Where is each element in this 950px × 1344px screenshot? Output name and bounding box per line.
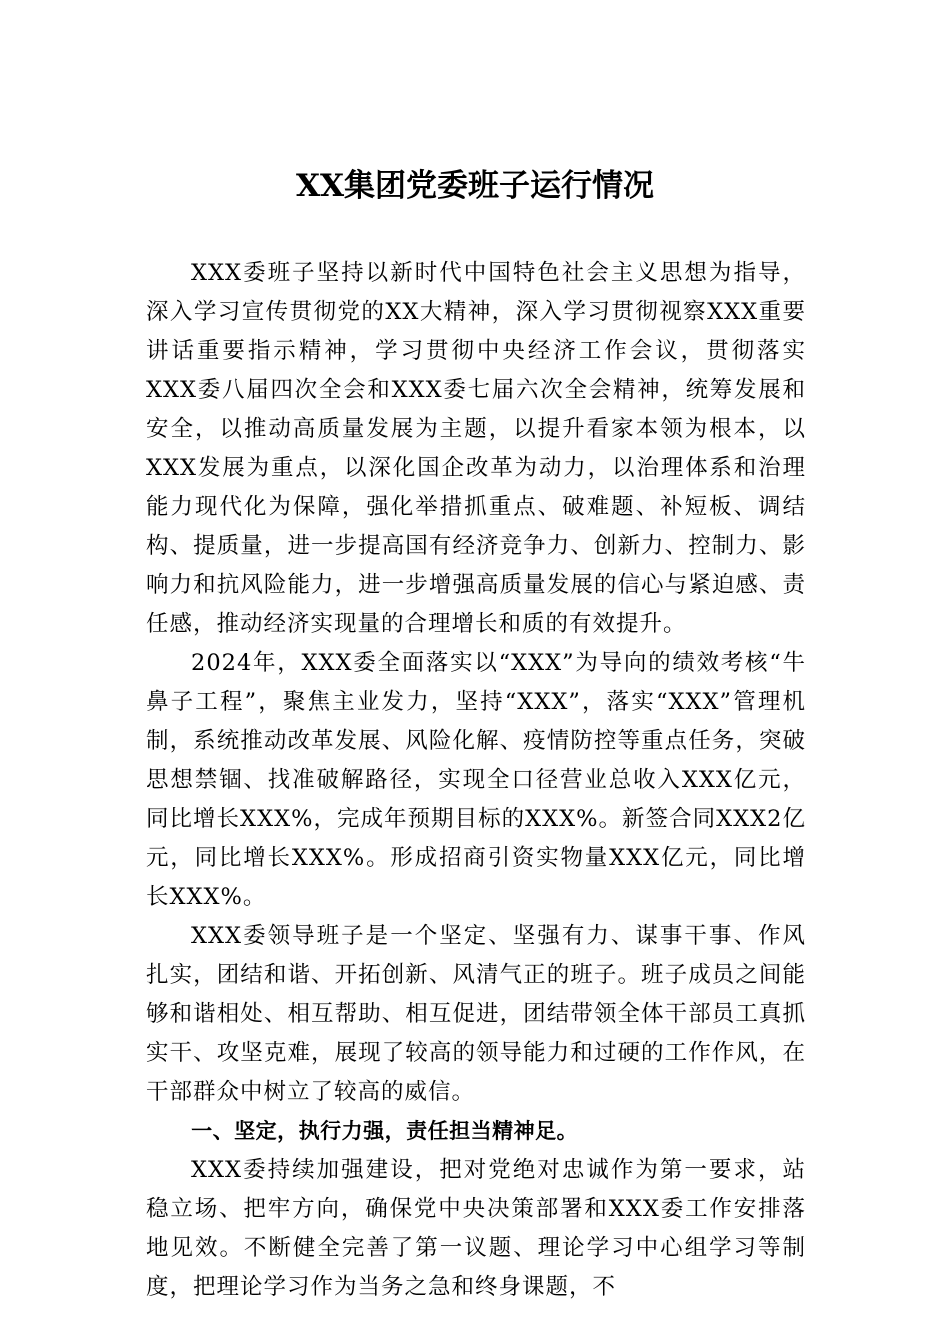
paragraph-performance: 2024年，XXX委全面落实以“XXX”为导向的绩效考核“牛鼻子工程”，聚焦主业发力，坚持“XXX”，落实“XXX”管理机制，系统推动改革发展、风险化解、疫情防控等重点任务，突破思想禁锢、找准破解路径，实现全口径营业总收入XXX亿元，同比增长XXX%，完成年预期目标的XXX%。新签合同XXX2亿元，同比增长XXX%。形成招商引资实物量XXX亿元，同比增长XXX%。 (146, 650, 806, 910)
paragraph-leadership: XXX委领导班子是一个坚定、坚强有力、谋事干事、作风扎实，团结和谐、开拓创新、风清气正的班子。班子成员之间能够和谐相处、相互帮助、相互促进，团结带领全体干部员工真抓实干、攻坚克难，展现了较高的领导能力和过硬的工作作风，在干部群众中树立了较高的威信。 (146, 923, 806, 1105)
paragraph-section-one: XXX委持续加强建设，把对党绝对忠诚作为第一要求，站稳立场、把牢方向，确保党中央决策部署和XXX委工作安排落地见效。不断健全完善了第一议题、理论学习中心组学习等制度，把理论学习作为当务之急和终身课题，不 (146, 1157, 806, 1300)
document-title: XX集团党委班子运行情况 (295, 168, 655, 204)
paragraph-intro: XXX委班子坚持以新时代中国特色社会主义思想为指导，深入学习宣传贯彻党的XX大精神，深入学习贯彻视察XXX重要讲话重要指示精神，学习贯彻中央经济工作会议，贯彻落实XXX委八届四次全会和XXX委七届六次全会精神，统筹发展和安全，以推动高质量发展为主题，以提升看家本领为根本，以XXX发展为重点，以深化国企改革为动力，以治理体系和治理能力现代化为保障，强化举措抓重点、破难题、补短板、调结构、提质量，进一步提高国有经济竞争力、创新力、控制力、影响力和抗风险能力，进一步增强高质量发展的信心与紧迫感、责任感，推动经济实现量的合理增长和质的有效提升。 (146, 260, 806, 637)
section-heading: 一、坚定，执行力强，责任担当精神足。 (191, 1119, 579, 1143)
document-body (146, 254, 806, 1307)
